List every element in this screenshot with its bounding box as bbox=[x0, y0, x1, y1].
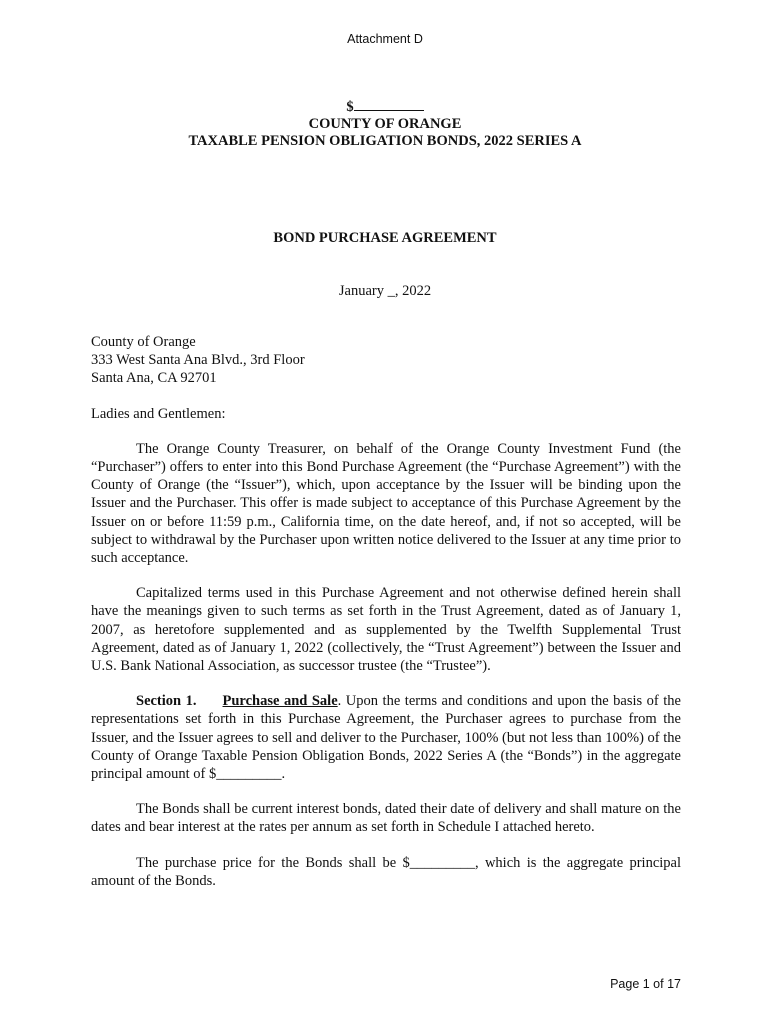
bond-series: TAXABLE PENSION OBLIGATION BONDS, 2022 SERIES A bbox=[188, 133, 582, 149]
issuer-name: COUNTY OF ORANGE bbox=[308, 116, 462, 132]
address-line: 333 West Santa Ana Blvd., 3rd Floor bbox=[91, 352, 305, 369]
letter-body bbox=[91, 333, 681, 907]
address-line: County of Orange bbox=[91, 334, 196, 350]
amount-line bbox=[0, 96, 770, 116]
document-title: BOND PURCHASE AGREEMENT bbox=[273, 230, 497, 246]
recipient-address bbox=[91, 333, 681, 388]
dollar-sign: $ bbox=[346, 99, 354, 115]
paragraph-offer: The Orange County Treasurer, on behalf of the Orange County Investment Fund (the “Purchaser”) offers to enter into this Bond Purchase Agreement (the “Purchase Agreement”) with the County of Orange (the “Issuer”), which, upon acceptance by the Issuer will be binding upon the Issuer and the Purchaser. This offer is made subject to acceptance of this Purchase Agreement by the Issuer on or before 11:59 p.m., California time, on the date hereof, and, if not so accepted, will be subject to withdrawal by the Purchaser upon written notice delivered to the Issuer at any time prior to such acceptance. bbox=[91, 440, 681, 567]
page-number: Page 1 of 17 bbox=[610, 977, 681, 991]
title-block bbox=[0, 96, 770, 150]
address-line: Santa Ana, CA 92701 bbox=[91, 370, 217, 387]
section-title: Purchase and Sale bbox=[222, 693, 338, 710]
paragraph-purchase-price: The purchase price for the Bonds shall be $_________, which is the aggregate principal amount of the Bonds. bbox=[91, 854, 681, 889]
salutation: Ladies and Gentlemen: bbox=[91, 405, 226, 422]
attachment-label: Attachment D bbox=[347, 32, 423, 46]
section-1-paragraph bbox=[91, 692, 681, 783]
paragraph-definitions: Capitalized terms used in this Purchase Agreement and not otherwise defined herein shall have the meanings given to such terms as set forth in the Trust Agreement, dated as of January 1, 2007, as heretofore supplemented and as supplemented by the Twelfth Supplemental Trust Agreement, dated as of January 1, 2022 (collectively, the “Trust Agreement”) between the Issuer and U.S. Bank National Association, as successor trustee (the “Trustee”). bbox=[91, 585, 681, 675]
amount-blank bbox=[354, 96, 424, 111]
paragraph-bond-terms: The Bonds shall be current interest bonds, dated their date of delivery and shall mature on the dates and bear interest at the rates per annum as set forth in Schedule I attached hereto. bbox=[91, 801, 681, 836]
agreement-date: January _, 2022 bbox=[338, 283, 432, 299]
section-text: . Upon the terms and conditions and upon the basis of the representations set forth in this Purchase Agreement, the Purchaser agrees to purchase from the Issuer, and the Issuer agrees to sell and deliver to the Purchaser, 100% (but not less than 100%) of the County of Orange Taxable Pension Obligation Bonds, 2022 Series A (the “Bonds”) in the aggregate principal amount of $_________. bbox=[91, 693, 681, 783]
section-label: Section 1. bbox=[136, 693, 197, 710]
